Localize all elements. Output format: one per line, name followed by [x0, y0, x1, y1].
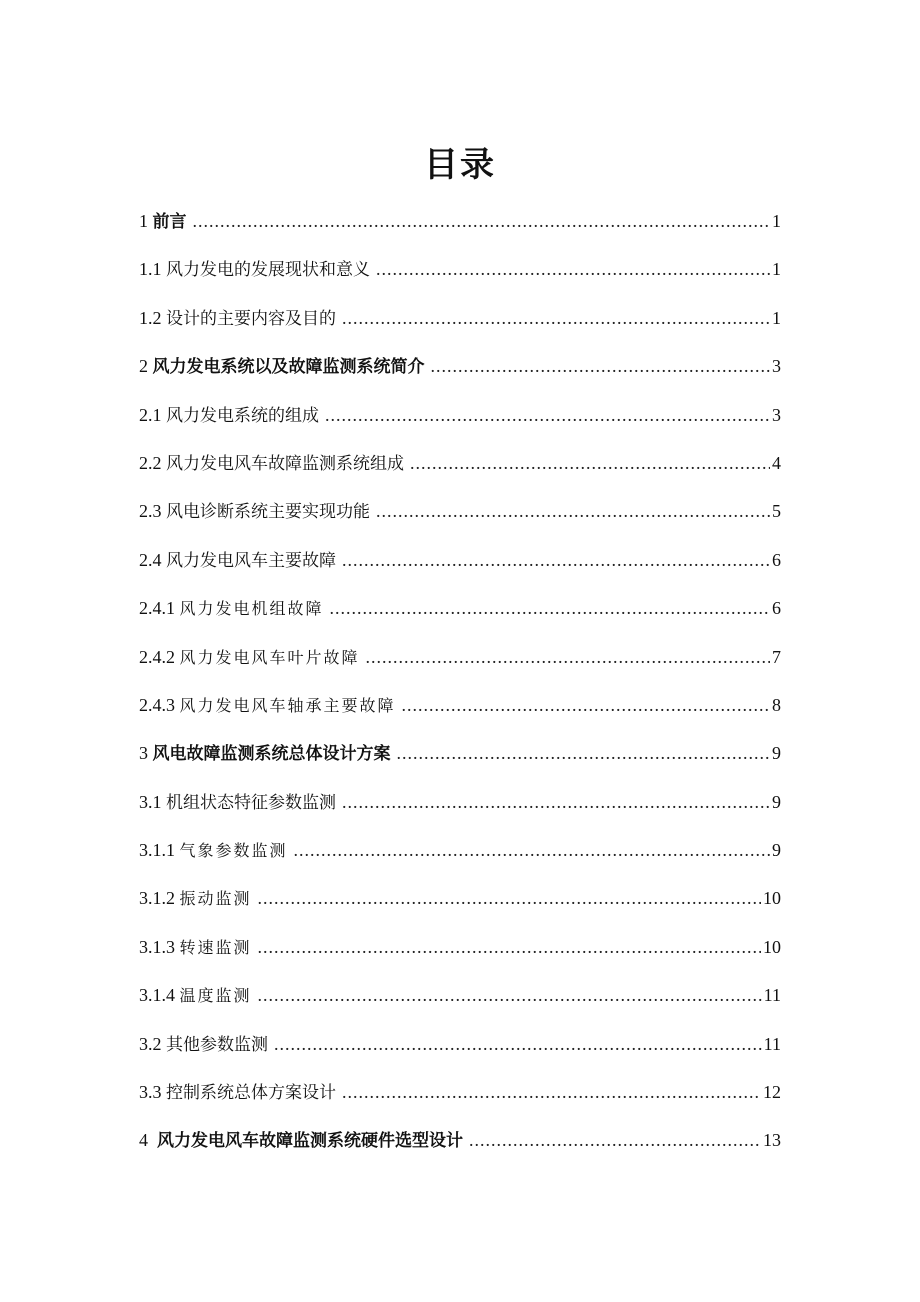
toc-entry-number: 3.1: [139, 791, 162, 812]
toc-entry-page-number: 3: [772, 356, 781, 377]
toc-entry-text: 振动监测: [179, 889, 252, 909]
toc-entry-page-number: 5: [772, 501, 781, 522]
toc-entry-number: 2.1: [139, 404, 162, 425]
toc-entry[interactable]: [139, 1068, 781, 1116]
toc-entry-label: [139, 391, 319, 440]
toc-entry-number: 2.3: [139, 501, 162, 522]
toc-entry[interactable]: [139, 633, 781, 681]
toc-dot-leader: [376, 245, 770, 293]
toc-dot-leader: [410, 439, 770, 487]
toc-entry[interactable]: [139, 923, 781, 971]
toc-dot-leader: [402, 681, 770, 729]
toc-entry-text: 风力发电风车故障监测系统硬件选型设计: [157, 1131, 463, 1152]
toc-entry[interactable]: [139, 1116, 781, 1164]
toc-entry-text: 气象参数监测: [179, 841, 288, 861]
toc-entry-page-number: 9: [772, 743, 781, 764]
toc-entry[interactable]: [139, 874, 781, 922]
toc-entry-label: [139, 487, 370, 536]
toc-entry[interactable]: [139, 536, 781, 584]
toc-entry[interactable]: [139, 487, 781, 535]
toc-entry-text: 控制系统总体方案设计: [166, 1083, 336, 1104]
toc-entry-text: 设计的主要内容及目的: [166, 308, 336, 329]
toc-entry-number: 3: [139, 743, 148, 764]
toc-dot-leader: [274, 1020, 762, 1068]
toc-entry[interactable]: [139, 197, 781, 245]
toc-entry-label: [139, 536, 336, 585]
toc-dot-leader: [342, 778, 770, 826]
toc-entry-label: [139, 1068, 336, 1117]
toc-entry-label: [139, 1020, 268, 1069]
toc-entry-label: [139, 681, 396, 730]
toc-dot-leader: [431, 342, 771, 390]
toc-entry-page-number: 12: [763, 1082, 781, 1103]
toc-list: [139, 197, 781, 1165]
toc-entry-text: 风力发电风车故障监测系统组成: [166, 453, 404, 474]
toc-dot-leader: [342, 1068, 761, 1116]
toc-dot-leader: [342, 536, 770, 584]
toc-entry[interactable]: [139, 245, 781, 293]
toc-entry[interactable]: [139, 681, 781, 729]
toc-entry-page-number: 11: [763, 985, 781, 1006]
toc-entry-number: 4: [139, 1130, 153, 1151]
toc-dot-leader: [258, 874, 761, 922]
toc-entry-number: 2.4.2: [139, 646, 175, 667]
toc-entry-label: [139, 584, 324, 633]
toc-entry-label: [139, 439, 404, 488]
toc-entry-text: 风力发电风车主要故障: [166, 550, 336, 571]
toc-entry-text: 风力发电机组故障: [179, 599, 324, 619]
toc-entry[interactable]: [139, 584, 781, 632]
toc-entry-number: 3.3: [139, 1082, 162, 1103]
toc-dot-leader: [325, 391, 770, 439]
toc-entry[interactable]: [139, 294, 781, 342]
toc-entry-page-number: 3: [772, 404, 781, 425]
toc-entry-page-number: 1: [772, 307, 781, 328]
toc-entry-page-number: 8: [772, 694, 781, 715]
toc-entry-page-number: 11: [763, 1033, 781, 1054]
toc-dot-leader: [258, 923, 761, 971]
toc-dot-leader: [366, 633, 770, 681]
toc-entry-label: [139, 826, 288, 875]
toc-dot-leader: [342, 294, 770, 342]
toc-dot-leader: [469, 1116, 761, 1164]
toc-entry-text: 其他参数监测: [166, 1034, 268, 1055]
toc-dot-leader: [193, 197, 771, 245]
toc-entry-number: 3.1.2: [139, 888, 175, 909]
toc-entry-number: 3.1.4: [139, 985, 175, 1006]
toc-dot-leader: [258, 971, 762, 1019]
toc-entry-page-number: 4: [772, 452, 781, 473]
toc-entry-number: 3.1.1: [139, 840, 175, 861]
toc-dot-leader: [397, 729, 771, 777]
toc-entry[interactable]: [139, 971, 781, 1019]
toc-entry-page-number: 9: [772, 840, 781, 861]
toc-entry-text: 风力发电风车叶片故障: [179, 647, 360, 667]
toc-dot-leader: [376, 487, 770, 535]
toc-entry-text: 前言: [152, 212, 187, 232]
toc-entry-number: 2.4.3: [139, 694, 175, 715]
toc-entry-label: [139, 874, 252, 923]
toc-entry-number: 2.2: [139, 452, 162, 473]
toc-entry[interactable]: [139, 391, 781, 439]
toc-entry-text: 转速监测: [179, 937, 252, 957]
toc-entry[interactable]: [139, 826, 781, 874]
toc-entry-label: [139, 923, 252, 972]
toc-entry[interactable]: [139, 729, 781, 777]
toc-entry-text: 机组状态特征参数监测: [166, 792, 336, 813]
toc-entry-page-number: 9: [772, 791, 781, 812]
toc-entry-page-number: 10: [763, 936, 781, 957]
toc-entry-label: [139, 245, 370, 294]
toc-entry-page-number: 1: [772, 259, 781, 280]
toc-dot-leader: [294, 826, 770, 874]
toc-entry-page-number: 13: [763, 1130, 781, 1151]
toc-dot-leader: [330, 584, 770, 632]
toc-entry-label: [139, 197, 187, 246]
toc-entry-page-number: 7: [772, 646, 781, 667]
toc-entry-number: 1: [139, 211, 148, 231]
toc-entry-label: [139, 633, 360, 682]
toc-entry-page-number: 10: [763, 888, 781, 909]
toc-entry-label: [139, 971, 252, 1020]
toc-entry[interactable]: [139, 1020, 781, 1068]
toc-entry-text: 风电诊断系统主要实现功能: [166, 502, 370, 523]
toc-entry-number: 1.1: [139, 259, 162, 280]
toc-entry-label: [139, 729, 391, 778]
toc-entry-page-number: 1: [772, 211, 781, 231]
toc-entry-page-number: 6: [772, 598, 781, 619]
toc-entry-number: 1.2: [139, 307, 162, 328]
toc-entry-number: 2.4: [139, 549, 162, 570]
toc-title: 目录: [424, 144, 496, 185]
toc-entry[interactable]: [139, 439, 781, 487]
toc-entry[interactable]: [139, 342, 781, 390]
toc-entry-label: [139, 778, 336, 827]
toc-entry-label: [139, 294, 336, 343]
toc-entry-number: 2.4.1: [139, 598, 175, 619]
toc-entry-number: 3.2: [139, 1033, 162, 1054]
toc-entry-label: [139, 342, 425, 391]
toc-entry-number: 3.1.3: [139, 936, 175, 957]
toc-entry-text: 风力发电系统以及故障监测系统简介: [152, 357, 425, 378]
toc-entry[interactable]: [139, 778, 781, 826]
toc-entry-number: 2: [139, 356, 148, 377]
toc-entry-page-number: 6: [772, 549, 781, 570]
toc-entry-text: 温度监测: [179, 986, 252, 1006]
toc-entry-text: 风力发电风车轴承主要故障: [179, 695, 396, 715]
toc-entry-label: [139, 1116, 463, 1165]
toc-entry-text: 风电故障监测系统总体设计方案: [152, 744, 391, 765]
toc-entry-text: 风力发电系统的组成: [166, 405, 319, 426]
toc-entry-text: 风力发电的发展现状和意义: [166, 260, 370, 281]
